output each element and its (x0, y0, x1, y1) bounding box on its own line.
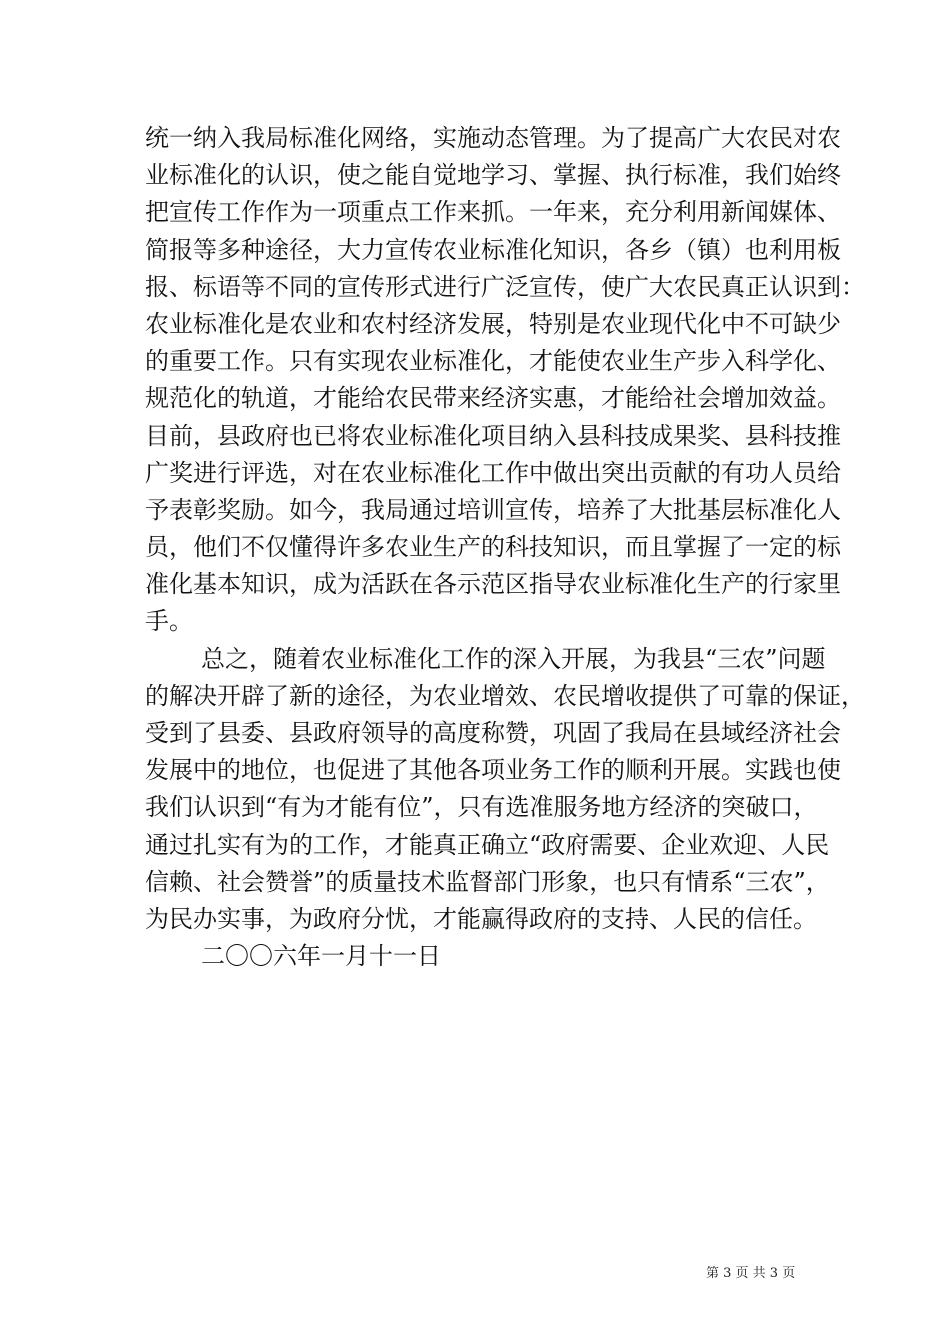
text-line: 的重要工作。只有实现农业标准化，才能使农业生产步入科学化、 (145, 347, 841, 376)
text-line: 受到了县委、县政府领导的高度称赞，巩固了我局在县域经济社会 (145, 719, 841, 747)
text-line: 发展中的地位，也促进了其他各项业务工作的顺利开展。实践也使 (145, 756, 841, 785)
text-line: 总之，随着农业标准化工作的深入开展，为我县“三农”问题 (201, 644, 826, 673)
text-line: 通过扎实有为的工作，才能真正确立“政府需要、企业欢迎、人民 (145, 830, 830, 859)
text-line: 予表彰奖励。如今，我局通过培训宣传，培养了大批基层标准化人 (145, 495, 841, 524)
paragraph-1 (145, 120, 865, 641)
text-line: 员，他们不仅懂得许多农业生产的科技知识，而且掌握了一定的标 (145, 533, 841, 562)
text-line: 目前，县政府也已将农业标准化项目纳入县科技成果奖、县科技推 (145, 421, 841, 450)
text-line: 的解决开辟了新的途径，为农业增效、农民增收提供了可靠的保证， (145, 681, 865, 710)
document-date: 二〇〇六年一月十一日 (201, 942, 441, 971)
text-line: 农业标准化是农业和农村经济发展，特别是农业现代化中不可缺少 (145, 309, 841, 338)
document-body (145, 120, 865, 975)
text-line: 我们认识到“有为才能有位”，只有选准服务地方经济的突破口， (145, 793, 818, 822)
text-line: 信赖、社会赞誉”的质量技术监督部门形象，也只有情系“三农”， (145, 867, 830, 896)
text-line: 业标准化的认识，使之能自觉地学习、掌握、执行标准，我们始终 (145, 161, 841, 190)
text-line: 统一纳入我局标准化网络，实施动态管理。为了提高广大农民对农 (145, 124, 841, 152)
text-line: 准化基本知识，成为活跃在各示范区指导农业标准化生产的行家里 (145, 570, 841, 599)
text-line: 报、标语等不同的宣传形式进行广泛宣传，使广大农民真正认识到： (145, 272, 865, 301)
text-line: 规范化的轨道，才能给农民带来经济实惠，才能给社会增加效益。 (145, 384, 841, 413)
text-line: 把宣传工作作为一项重点工作来抓。一年来，充分利用新闻媒体、 (145, 198, 841, 227)
page-number: 第 3 页 共 3 页 (706, 1266, 796, 1281)
paragraph-2 (145, 641, 865, 939)
text-line: 为民办实事，为政府分忧，才能赢得政府的支持、人民的信任。 (145, 904, 817, 933)
text-line: 简报等多种途径，大力宣传农业标准化知识，各乡（镇）也利用板 (145, 235, 841, 264)
text-line: 广奖进行评选，对在农业标准化工作中做出突出贡献的有功人员给 (145, 458, 841, 487)
text-line: 手。 (145, 607, 193, 636)
